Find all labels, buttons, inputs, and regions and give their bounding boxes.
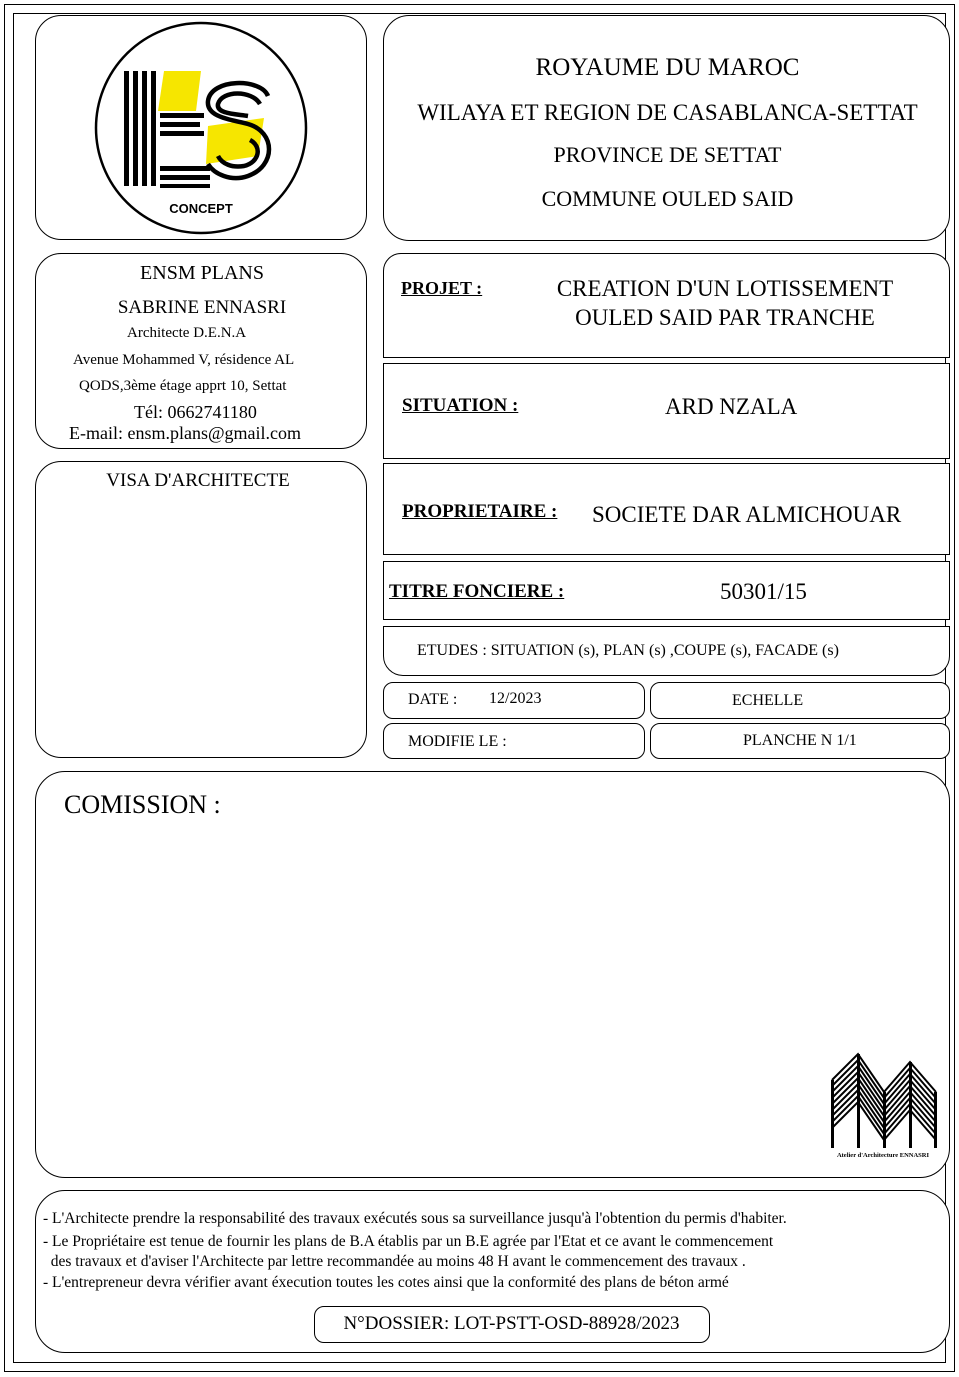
office-title: Architecte D.E.N.A — [127, 325, 247, 341]
date-box — [383, 682, 645, 719]
etudes-text: ETUDES : SITUATION (s), PLAN (s) ,COUPE (s), FACADE (s) — [417, 642, 839, 659]
gov-line-3: PROVINCE DE SETTAT — [553, 142, 782, 167]
dossier-box — [314, 1306, 710, 1343]
office-phone: Tél: 0662741180 — [134, 402, 257, 422]
note-3: des travaux et d'aviser l'Architecte par lettre recommandée au moins 48 H avant le commencement des travaux . — [43, 1253, 746, 1270]
date-label: DATE : — [408, 691, 458, 708]
gov-line-2: WILAYA ET REGION DE CASABLANCA-SETTAT — [417, 100, 918, 125]
titre-box — [383, 561, 950, 620]
visa-label: VISA D'ARCHITECTE — [106, 470, 290, 491]
planche-label: PLANCHE N 1/1 — [743, 732, 857, 749]
gov-line-1: ROYAUME DU MAROC — [535, 54, 800, 81]
titre-value: 50301/15 — [720, 579, 807, 604]
titre-label: TITRE FONCIERE : — [389, 581, 565, 602]
visa-box — [35, 461, 367, 758]
notes-box — [35, 1190, 950, 1353]
projet-label: PROJET : — [401, 278, 483, 298]
situation-value: ARD NZALA — [665, 394, 798, 419]
echelle-label: ECHELLE — [732, 692, 804, 709]
gov-line-4: COMMUNE OULED SAID — [541, 186, 794, 211]
office-name: ENSM PLANS — [140, 262, 264, 284]
es-concept-logo — [36, 16, 368, 241]
proprietaire-box — [383, 463, 950, 555]
projet-box — [383, 253, 950, 358]
government-box — [383, 15, 950, 241]
stamp-caption: Atelier d'Architecture ENNASRI — [836, 1152, 930, 1159]
note-2: - Le Propriétaire est tenue de fournir les plans de B.A établis par un B.E agrée par l'Etat et ce avant le commencement — [43, 1233, 774, 1250]
office-address-2: QODS,3ème étage apprt 10, Settat — [79, 378, 287, 394]
logo-word: CONCEPT — [169, 201, 233, 216]
office-email: E-mail: ensm.plans@gmail.com — [69, 423, 302, 443]
dossier-text: N°DOSSIER: LOT-PSTT-OSD-88928/2023 — [343, 1313, 680, 1334]
office-address-1: Avenue Mohammed V, résidence AL — [73, 352, 295, 368]
note-4: - L'entrepreneur devra vérifier avant éxecution toutes les cotes ainsi que la conformité des plans de béton armé — [43, 1274, 729, 1291]
architecture-stamp-icon — [826, 1050, 941, 1160]
etudes-box — [383, 626, 950, 676]
modifie-box — [383, 723, 645, 759]
office-box — [35, 253, 367, 449]
date-value: 12/2023 — [489, 690, 542, 707]
proprietaire-label: PROPRIETAIRE : — [402, 501, 558, 522]
planche-box — [650, 723, 950, 759]
modifie-label: MODIFIE LE : — [408, 733, 507, 750]
echelle-box — [650, 682, 950, 719]
logo-box — [35, 15, 367, 240]
situation-label: SITUATION : — [402, 395, 519, 416]
situation-box — [383, 363, 950, 459]
projet-line-1: CREATION D'UN LOTISSEMENT — [556, 276, 894, 301]
commission-label: COMISSION : — [64, 790, 221, 819]
note-1: - L'Architecte prendre la responsabilité des travaux exécutés sous sa surveillance jusqu'à l'obtention du permis d'habiter. — [43, 1210, 787, 1227]
proprietaire-value: SOCIETE DAR ALMICHOUAR — [592, 502, 902, 527]
commission-box — [35, 771, 950, 1178]
office-person: SABRINE ENNASRI — [117, 297, 287, 318]
projet-line-2: OULED SAID PAR TRANCHE — [575, 305, 875, 330]
